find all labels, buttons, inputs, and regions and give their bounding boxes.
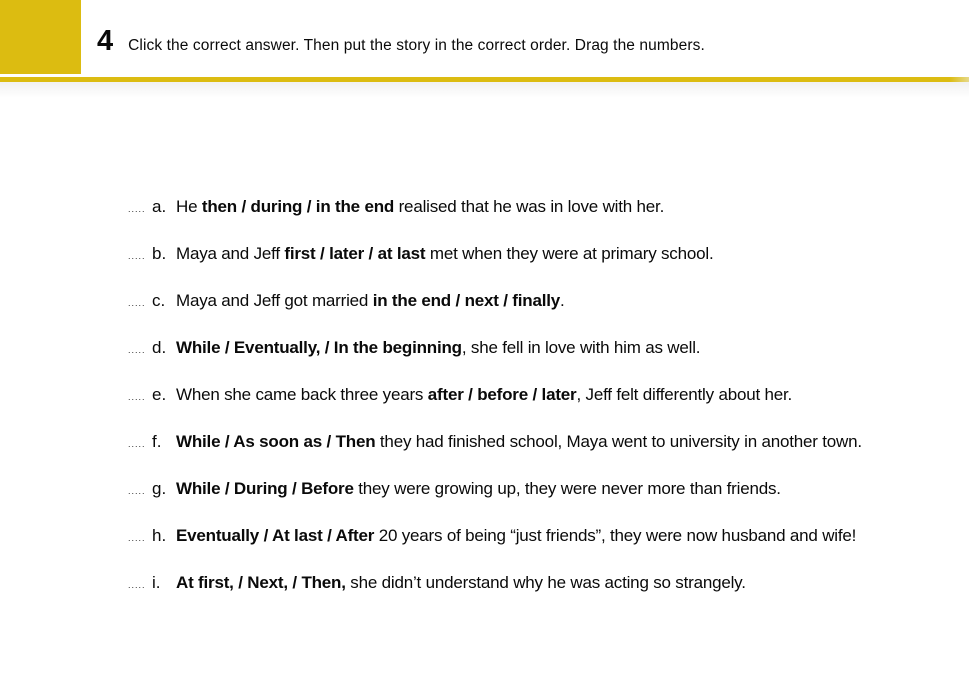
item-letter: b.	[152, 244, 167, 263]
answer-option[interactable]: before	[477, 385, 528, 404]
divider-shadow	[0, 82, 969, 98]
story-text: , Jeff felt differently about her.	[576, 385, 793, 404]
story-item	[0, 512, 969, 559]
item-text	[176, 559, 746, 606]
answer-option[interactable]: During	[233, 479, 288, 498]
answer-option[interactable]: While	[176, 432, 221, 451]
answer-drop-slot[interactable]: .....	[128, 533, 146, 543]
item-text	[176, 183, 664, 230]
answer-drop-slot[interactable]: .....	[128, 486, 146, 496]
answer-option[interactable]: then	[201, 197, 237, 216]
story-item	[0, 183, 969, 230]
story-item	[0, 559, 969, 606]
answer-option[interactable]: finally	[512, 291, 561, 310]
answer-option[interactable]: As soon as	[233, 432, 322, 451]
option-separator: /	[527, 385, 542, 404]
option-separator: /	[236, 197, 251, 216]
answer-option[interactable]: While	[176, 479, 221, 498]
story-item	[0, 418, 969, 465]
corner-accent-square	[0, 0, 81, 74]
option-separator: /	[498, 291, 513, 310]
option-separator: /	[322, 432, 336, 451]
story-text: they had finished school, Maya went to university in another town.	[375, 432, 862, 451]
story-text: she didn’t understand why he was acting so strangely.	[345, 573, 746, 592]
option-separator: /	[364, 244, 378, 263]
story-item	[0, 277, 969, 324]
item-letter: h.	[152, 526, 167, 545]
answer-drop-slot[interactable]: .....	[128, 345, 146, 355]
story-text: Maya and Jeff	[176, 244, 285, 263]
answer-drop-slot[interactable]: .....	[128, 580, 146, 590]
answer-option[interactable]: in the end	[372, 291, 451, 310]
story-item	[0, 371, 969, 418]
answer-drop-slot[interactable]: .....	[128, 251, 146, 261]
story-text: When she came back three years	[176, 385, 428, 404]
answer-option[interactable]: next	[464, 291, 499, 310]
story-text: He	[176, 197, 202, 216]
answer-option[interactable]: after	[427, 385, 464, 404]
answer-drop-slot[interactable]: .....	[128, 439, 146, 449]
answer-option[interactable]: Then,	[301, 573, 346, 592]
answer-option[interactable]: Eventually	[176, 526, 260, 545]
answer-option[interactable]: during	[250, 197, 303, 216]
answer-drop-slot[interactable]: .....	[128, 392, 146, 402]
exercise-header	[0, 0, 969, 74]
option-separator: /	[233, 573, 248, 592]
answer-drop-slot[interactable]: .....	[128, 204, 146, 214]
option-separator: /	[220, 338, 234, 357]
item-text	[176, 465, 781, 512]
answer-option[interactable]: At first,	[176, 573, 234, 592]
item-letter: a.	[152, 197, 167, 216]
answer-drop-slot[interactable]: .....	[128, 298, 146, 308]
story-text: met when they were at primary school.	[425, 244, 714, 263]
answer-option[interactable]: later	[329, 244, 365, 263]
answer-option[interactable]: While	[176, 338, 221, 357]
item-text	[176, 324, 700, 371]
story-item	[0, 465, 969, 512]
story-text: , she fell in love with him as well.	[461, 338, 701, 357]
story-text: 20 years of being “just friends”, they were now husband and wife!	[374, 526, 857, 545]
item-text	[176, 418, 862, 465]
story-item	[0, 230, 969, 277]
answer-option[interactable]: Then	[335, 432, 376, 451]
option-separator: /	[463, 385, 478, 404]
item-text	[176, 512, 856, 559]
answer-option[interactable]: In the beginning	[333, 338, 462, 357]
answer-option[interactable]: After	[335, 526, 375, 545]
answer-option[interactable]: Before	[301, 479, 354, 498]
item-letter: d.	[152, 338, 167, 357]
exercise-instruction: Click the correct answer. Then put the story in the correct order. Drag the numbers.	[128, 37, 705, 54]
answer-option[interactable]: first	[284, 244, 316, 263]
answer-option[interactable]: in the end	[315, 197, 395, 216]
option-separator: /	[220, 432, 234, 451]
answer-option[interactable]: Eventually,	[233, 338, 321, 357]
story-text: they were growing up, they were never more than friends.	[353, 479, 781, 498]
option-separator: /	[320, 338, 334, 357]
item-letter: f.	[152, 432, 162, 451]
item-text	[176, 277, 565, 324]
exercise-number: 4	[97, 25, 114, 57]
item-letter: g.	[152, 479, 167, 498]
item-letter: i.	[152, 573, 161, 592]
item-text	[176, 230, 713, 277]
item-letter: e.	[152, 385, 167, 404]
answer-option[interactable]: later	[541, 385, 577, 404]
option-separator: /	[450, 291, 465, 310]
option-separator: /	[220, 479, 234, 498]
story-text: realised that he was in love with her.	[394, 197, 665, 216]
answer-option[interactable]: At last	[272, 526, 323, 545]
item-text	[176, 371, 792, 418]
option-separator: /	[287, 573, 302, 592]
option-separator: /	[322, 526, 336, 545]
item-letter: c.	[152, 291, 166, 310]
option-separator: /	[287, 479, 302, 498]
story-item	[0, 324, 969, 371]
story-text: .	[560, 291, 565, 310]
option-separator: /	[259, 526, 272, 545]
story-list	[0, 98, 969, 606]
option-separator: /	[315, 244, 330, 263]
answer-option[interactable]: at last	[377, 244, 426, 263]
story-text: Maya and Jeff got married	[176, 291, 373, 310]
option-separator: /	[302, 197, 316, 216]
answer-option[interactable]: Next,	[247, 573, 288, 592]
